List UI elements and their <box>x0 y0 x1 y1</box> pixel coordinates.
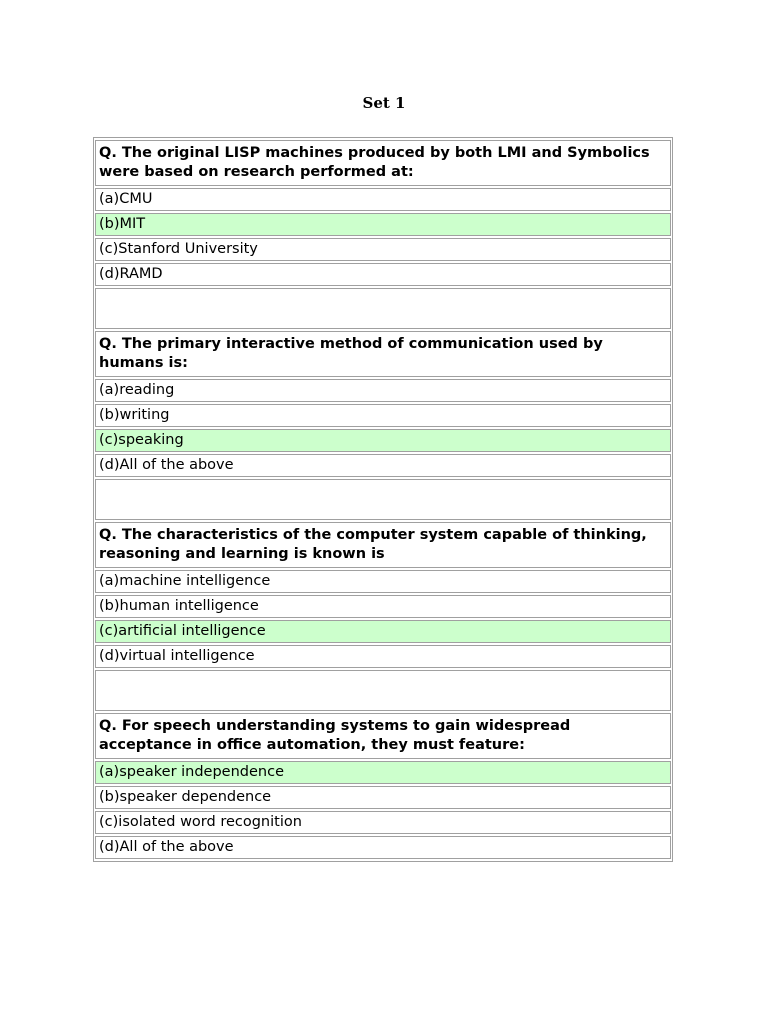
question-table <box>93 137 673 862</box>
option-b: (b)human intelligence <box>95 595 671 618</box>
spacer-row <box>95 479 671 520</box>
question-text: Q. The characteristics of the computer system capable of thinking, reasoning and learning is known is <box>95 522 671 568</box>
option-a: (a)CMU <box>95 188 671 211</box>
page-title: Set 1 <box>362 94 406 112</box>
option-a: (a)speaker independence <box>95 761 671 784</box>
option-a: (a)machine intelligence <box>95 570 671 593</box>
question-text: Q. For speech understanding systems to gain widespread acceptance in office automation, they must feature: <box>95 713 671 759</box>
option-d: (d)All of the above <box>95 836 671 859</box>
question-text: Q. The primary interactive method of communication used by humans is: <box>95 331 671 377</box>
option-b: (b)speaker dependence <box>95 786 671 809</box>
spacer-row <box>95 288 671 329</box>
question-block <box>95 331 671 520</box>
question-block <box>95 522 671 711</box>
option-c: (c)isolated word recognition <box>95 811 671 834</box>
question-text: Q. The original LISP machines produced by both LMI and Symbolics were based on research performed at: <box>95 140 671 186</box>
option-d: (d)virtual intelligence <box>95 645 671 668</box>
option-d: (d)All of the above <box>95 454 671 477</box>
spacer-row <box>95 670 671 711</box>
option-b: (b)writing <box>95 404 671 427</box>
question-block <box>95 140 671 329</box>
option-d: (d)RAMD <box>95 263 671 286</box>
option-c: (c)Stanford University <box>95 238 671 261</box>
option-b: (b)MIT <box>95 213 671 236</box>
question-block <box>95 713 671 859</box>
option-c: (c)speaking <box>95 429 671 452</box>
option-a: (a)reading <box>95 379 671 402</box>
option-c: (c)artificial intelligence <box>95 620 671 643</box>
